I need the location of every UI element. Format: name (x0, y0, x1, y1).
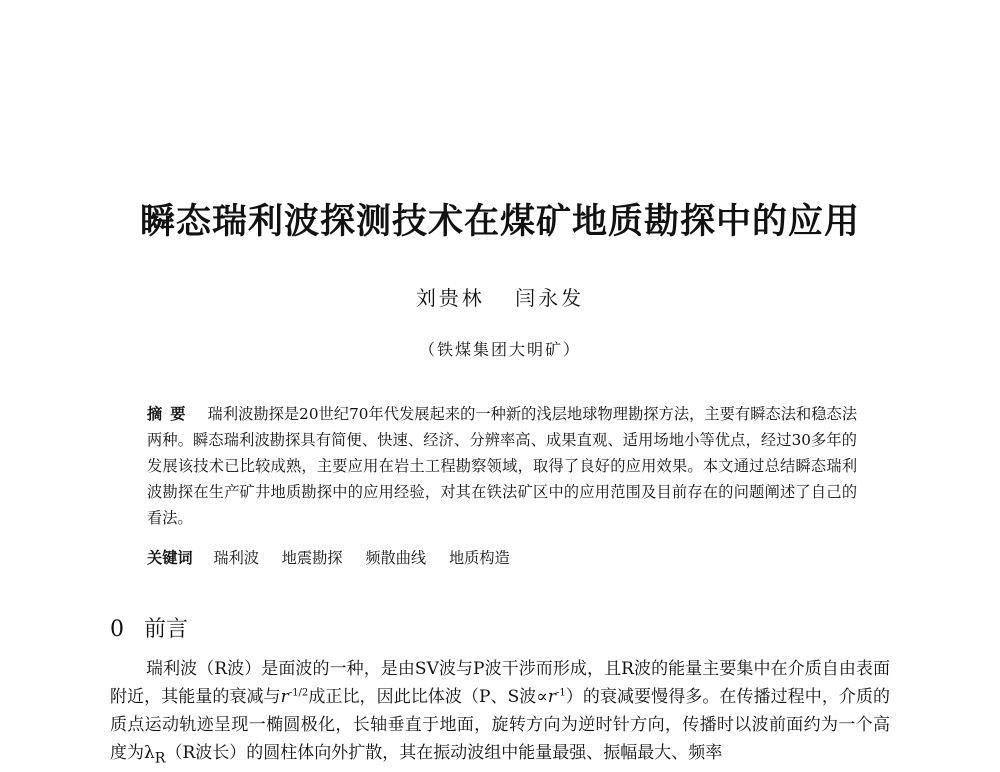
author-list (0, 283, 1000, 313)
keyword: 地质构造 (448, 549, 510, 567)
keywords-block (147, 545, 857, 571)
author-name: 闫永发 (515, 286, 585, 310)
body-text-segment: （R波长）的圆柱体向外扩散，其在振动波组中能量最强、振幅最大、频率 (165, 743, 723, 763)
author-affiliation: （铁煤集团大明矿） (418, 340, 581, 359)
body-text-segment: ）的衰减要慢得多。在传播过程中，介质的质点运动轨迹呈现一椭圆极化，长轴垂直于地面，旋转方向为逆时针方向，传播时以波前面约为一个高度为λ (110, 687, 891, 763)
section-number: 0 (110, 617, 124, 642)
math-exponent: -1/2 (288, 687, 309, 699)
body-text-segment: 瑞利波（R波）是面波的一种，是由SV波与P波干涉而形成，且R波的能量主要集中在介质自由表面附近，其能量的衰减与 (110, 659, 890, 707)
abstract-text: 瑞利波勘探是20世纪70年代发展起来的一种新的浅层地球物理勘探方法，主要有瞬态法和稳态法两种。瞬态瑞利波勘探具有简便、快速、经济、分辨率高、成果直观、适用场地小等优点，经过30多年的发展该技术已比较成熟，主要应用在岩土工程勘察领域，取得了良好的应用效果。本文通过总结瞬态瑞利波勘探在生产矿井地质勘探中的应用经验，对其在铁法矿区中的应用范围及目前存在的问题阐述了自己的看法。 (147, 405, 858, 527)
math-variable: r (280, 687, 289, 707)
abstract-label: 摘要 (147, 405, 194, 423)
keyword: 频散曲线 (365, 549, 427, 567)
section-heading (110, 614, 188, 646)
paper-title: 瞬态瑞利波探测技术在煤矿地质勘探中的应用 (139, 201, 860, 242)
math-exponent: -1 (556, 687, 566, 699)
author-name: 刘贵林 (415, 286, 485, 310)
body-paragraph (110, 655, 890, 772)
math-subscript: R (154, 750, 166, 767)
keyword: 地震勘探 (281, 549, 343, 567)
keyword: 瑞利波 (213, 549, 259, 567)
math-variable: r (547, 687, 557, 707)
body-text-segment: 成正比，因此比体波（P、S波∝ (308, 687, 548, 707)
section-title: 前言 (144, 617, 189, 642)
abstract-block (147, 401, 857, 531)
keywords-label: 关键词 (147, 549, 193, 567)
